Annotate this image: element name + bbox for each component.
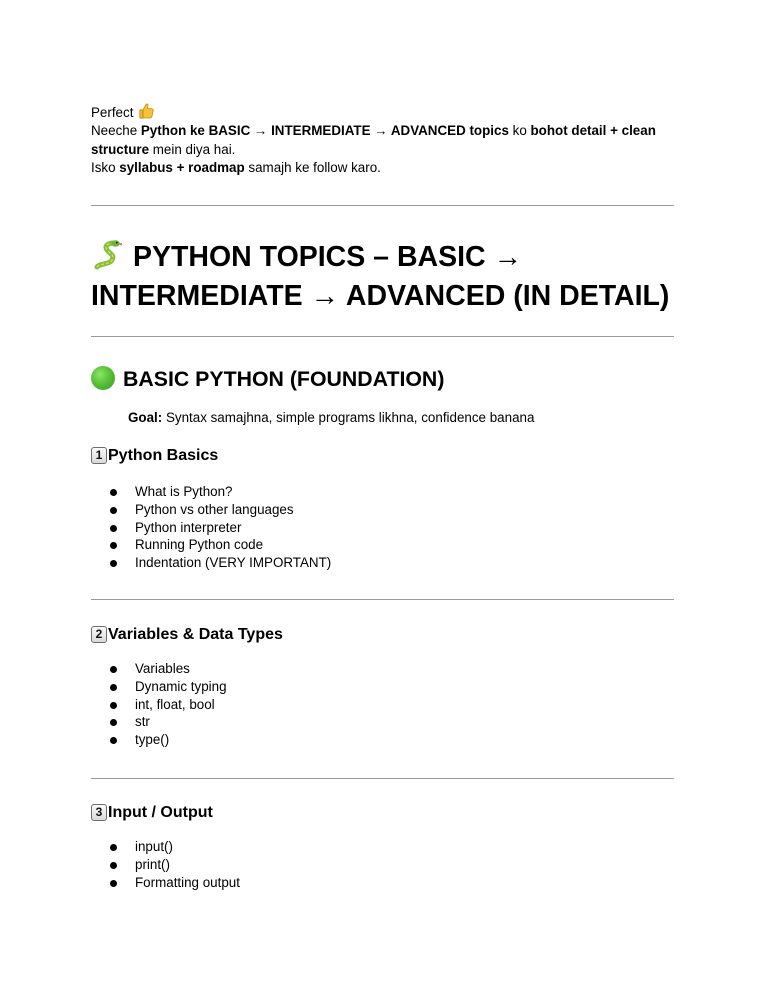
list-item-text: str [135, 714, 150, 730]
list-item-text: Indentation (VERY IMPORTANT) [135, 555, 332, 571]
list-item [110, 660, 227, 678]
list-item-text: Running Python code [135, 537, 264, 553]
list-item [110, 678, 227, 696]
text-segment: Isko [91, 160, 120, 176]
topic-list [110, 660, 227, 749]
bold-text: bohot detail + clean structure [91, 123, 656, 157]
topic-title: Variables & Data Types [108, 626, 283, 643]
keycap-number-icon: 1 [91, 447, 107, 464]
bullet-icon [110, 862, 117, 869]
bullet-icon [110, 880, 117, 887]
bullet-icon [110, 489, 117, 496]
list-item-text: print() [135, 856, 170, 872]
section-title-text: BASIC PYTHON (FOUNDATION) [123, 367, 445, 391]
goal-label: Goal: [128, 410, 163, 425]
bold-text: Python ke BASIC → INTERMEDIATE → ADVANCED topics [140, 123, 509, 139]
intro-perfect-text: Perfect [91, 105, 134, 120]
bullet-icon [110, 684, 117, 691]
list-item-text: Formatting output [135, 874, 240, 890]
list-item-text: type() [135, 732, 170, 748]
divider [91, 778, 674, 779]
list-item [110, 838, 240, 856]
text-segment: mein diya hai. [149, 141, 236, 157]
section-goal [128, 409, 534, 427]
topic-title: Python Basics [108, 447, 219, 464]
bullet-icon [110, 542, 117, 549]
list-item [110, 483, 331, 501]
topic-list [110, 483, 331, 572]
keycap-number-icon: 3 [91, 804, 107, 821]
text-segment: Neeche [91, 123, 141, 139]
text-segment: samajh ke follow karo. [244, 160, 381, 176]
list-item [110, 696, 227, 714]
list-item [110, 856, 240, 874]
goal-text: Syntax samajhna, simple programs likhna, confidence banana [162, 410, 535, 425]
list-item-text: Python interpreter [135, 519, 242, 535]
bullet-icon [110, 719, 117, 726]
bullet-icon [110, 666, 117, 673]
bullet-icon [110, 525, 117, 532]
list-item [110, 501, 331, 519]
thumbs-up-icon [139, 103, 154, 119]
bullet-icon [110, 702, 117, 709]
topic-heading [91, 446, 218, 466]
list-item-text: Dynamic typing [135, 678, 227, 694]
list-item [110, 554, 331, 572]
page-title-text: PYTHON TOPICS – BASIC → INTERMEDIATE → ADVANCED (IN DETAIL) [91, 241, 670, 312]
divider [91, 336, 674, 337]
list-item-text: input() [135, 839, 173, 854]
keycap-number-icon: 2 [91, 626, 107, 643]
divider [91, 599, 674, 600]
list-item [110, 713, 227, 731]
page-title [91, 238, 711, 316]
intro-line-1 [91, 103, 691, 122]
list-item-text: What is Python? [135, 484, 233, 499]
list-item-text: Python vs other languages [135, 501, 294, 517]
bullet-icon [110, 737, 117, 744]
section-title [91, 365, 444, 393]
list-item [110, 731, 227, 749]
bullet-icon [110, 560, 117, 567]
list-item [110, 874, 240, 892]
snake-icon [91, 239, 123, 271]
list-item [110, 536, 331, 554]
green-circle-icon [91, 366, 115, 390]
bullet-icon [110, 507, 117, 514]
topic-heading [91, 625, 283, 645]
topic-heading [91, 803, 213, 823]
divider [91, 205, 674, 206]
intro-line-2 [91, 122, 691, 159]
list-item-text: Variables [135, 661, 190, 676]
bullet-icon [110, 844, 117, 851]
topic-title: Input / Output [108, 804, 213, 821]
topic-list [110, 838, 240, 891]
intro-line-3 [91, 159, 691, 177]
list-item-text: int, float, bool [135, 696, 215, 712]
intro-block [91, 103, 691, 178]
bold-text: syllabus + roadmap [119, 160, 245, 176]
list-item [110, 519, 331, 537]
text-segment: ko [508, 123, 531, 139]
